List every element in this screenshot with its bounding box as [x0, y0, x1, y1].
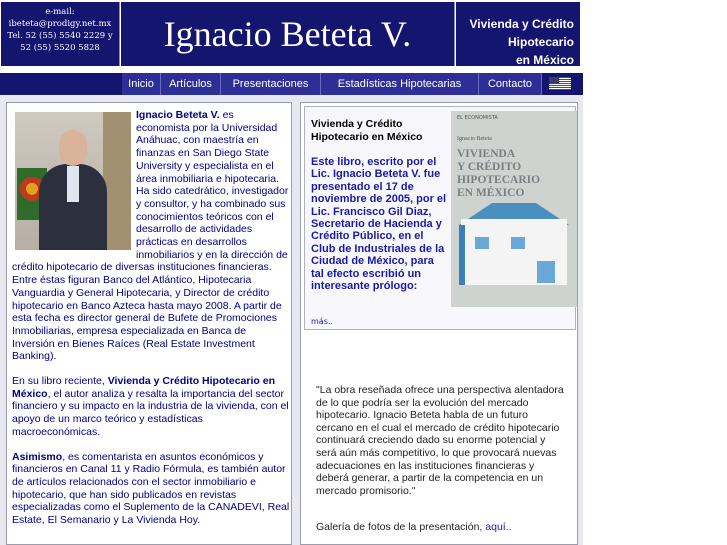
bio-paragraph-1-text: es economista por la Universidad Anáhuac, con maestría en finanzas en San Diego State University y especialista en el área inmobiliaria e hipotecaria. Ha sido catedrático, investigador y consultor, y ha combinado sus conocimientos teóricos con el desarrollo de actividades prácticas en desarrollos inmobiliarios y en la dirección de crédito hipotecario de diversas instituciones financieras. Entre éstas figuran Banco del Atlántico, Hipotecaria Vanguardia y General Hipotecaria, y Director de crédito hipotecario en Banco Azteca hasta mayo 2008. A partir de esta fecha es director general de Bufete de Promociones Inmobiliarias, empresa especializada en Banca de Inversión en Bienes Raíces (Real Estate Investment Banking). — [12, 109, 289, 363]
bio-paragraph-2-pre: En su libro reciente, — [12, 375, 108, 388]
contact-block — [1, 2, 120, 66]
tagline-line-3: en México — [515, 53, 574, 67]
bio-panel — [6, 102, 292, 545]
tagline-line-2: Hipotecario — [507, 35, 574, 49]
bio-paragraph-2 — [12, 375, 290, 439]
site-tagline — [456, 2, 580, 66]
book-cover-image[interactable] — [451, 111, 577, 307]
main-nav — [0, 73, 583, 95]
book-name: Vivienda y Crédito Hipotecario en México — [12, 375, 275, 400]
gallery-text: Galería de fotos de la presentación, — [316, 521, 486, 533]
book-more-link[interactable]: más.. — [311, 317, 333, 326]
email-label: e-mail: — [45, 7, 75, 17]
nav-presentaciones[interactable]: Presentaciones — [221, 73, 321, 95]
cover-title — [457, 133, 571, 200]
gallery-link[interactable]: aquí.. — [485, 521, 512, 533]
book-box — [304, 106, 576, 330]
author-name: Ignacio Beteta V. — [136, 109, 220, 121]
cover-title-line-4: EN MÉXICO — [457, 187, 525, 199]
bio-paragraph-2-text: , el autor analiza y resalta la importancia del sector financiero y su impacto en la industria de la vivienda, con el apoyo de un marco teórico y estadísticas macroeconómicas. — [12, 387, 289, 438]
content-area — [0, 95, 583, 545]
book-title: Vivienda y Crédito Hipotecario en México — [311, 118, 423, 143]
cover-title-line-2: Y CRÉDITO — [457, 161, 522, 173]
book-description: Este libro, escrito por el Lic. Ignacio Beteta V. fue presentado el 17 de noviembre de 2005, por el Lic. Francisco Gil Diaz, Secretario de Hacienda y Crédito Público, en el Club de Industriales de la Ciudad de México, para tal efecto escribió un interesante prólogo: — [311, 156, 447, 293]
nav-estadisticas[interactable]: Estadísticas Hipotecarias — [321, 73, 479, 95]
email-link[interactable]: ibeteta@prodigy.net.mx — [8, 19, 112, 29]
nav-inicio[interactable]: Inicio — [122, 73, 161, 95]
header — [0, 0, 727, 70]
book-panel — [300, 102, 578, 545]
site-title: Ignacio Beteta V. — [121, 2, 455, 66]
bio-paragraph-3 — [12, 451, 290, 527]
cover-author: Ignacio Beteta — [457, 136, 492, 142]
bio-lead: Asimismo — [12, 450, 63, 463]
author-photo — [15, 112, 131, 250]
phone-line-1: Tel. 52 (55) 5540 2229 y — [7, 31, 113, 41]
tagline-line-1: Vivienda y Crédito — [469, 17, 574, 31]
us-flag-icon[interactable] — [549, 77, 571, 90]
cover-title-line-1: VIVIENDA — [457, 148, 516, 160]
book-quote: "La obra reseñada ofrece una perspectiva alentadora de lo que podría ser la evolución del mercado hipotecario. Ignacio Beteta habla de un futuro cercano en el cual el mercado de crédito hipotecario continuará creciendo dado su enorme potencial y será aún más competitivo, lo que provocará nuevas adecuaciones en las instituciones financieras y deberá generar, a partir de la competencia en un mercado promisorio." — [316, 384, 564, 497]
cover-series: EL ECONOMISTA — [457, 115, 498, 121]
bio-paragraph-3-text: , es comentarista en asuntos económicos y financieros en Canal 11 y Radio Fórmula, es también autor de artículos relacionados con el sector inmobiliario e hipotecario, que han sido publicados en revistas especializadas como el Suplemento de la CANADEVI, Real Estate, El Semanario y La Vivienda Hoy. — [12, 450, 290, 527]
phone-line-2: 52 (55) 5520 5828 — [20, 43, 100, 53]
cover-title-line-3: HIPOTECARIO — [457, 174, 541, 186]
nav-articulos[interactable]: Artículos — [161, 73, 221, 95]
gallery-line — [316, 521, 512, 533]
nav-contacto[interactable]: Contacto — [479, 73, 542, 95]
